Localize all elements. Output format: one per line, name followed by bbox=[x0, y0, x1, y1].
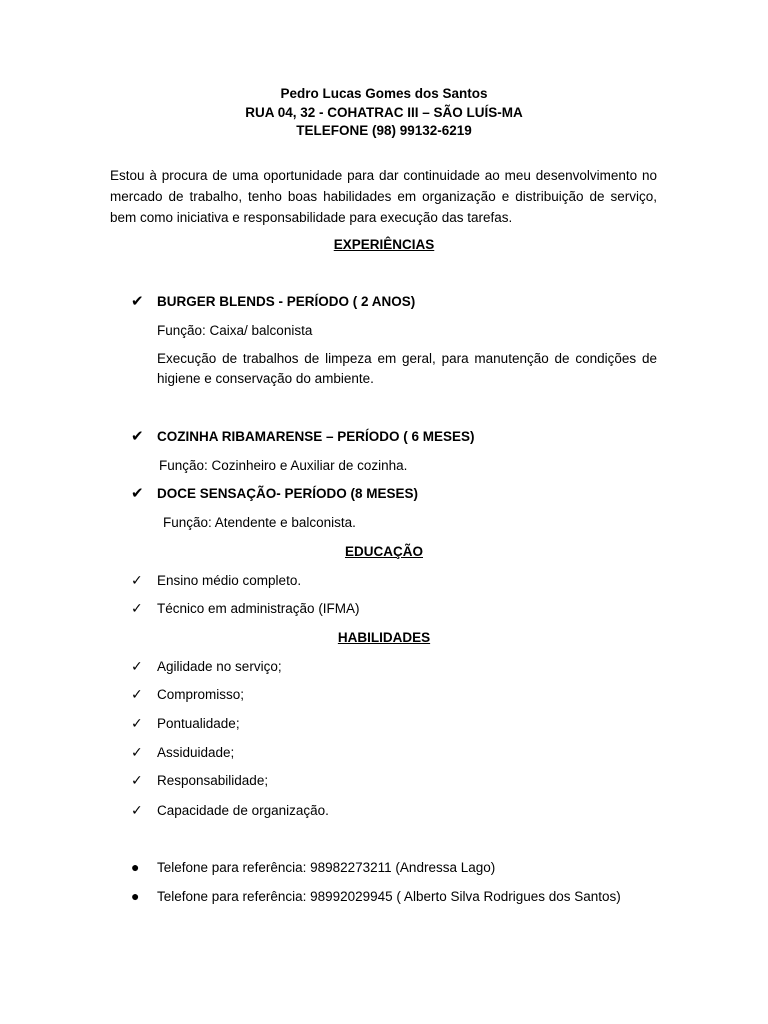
bullet-icon: ● bbox=[131, 888, 140, 904]
experience-2-role: Função: Cozinheiro e Auxiliar de cozinha. bbox=[159, 458, 408, 473]
check-icon: ✓ bbox=[131, 658, 143, 674]
experience-1-role: Função: Caixa/ balconista bbox=[157, 323, 313, 338]
reference-item: Telefone para referência: 98982273211 (Andressa Lago) bbox=[157, 860, 496, 875]
skill-item: Responsabilidade; bbox=[157, 773, 269, 788]
check-icon: ✓ bbox=[131, 686, 143, 702]
intro-paragraph: Estou à procura de uma oportunidade para dar continuidade ao meu desenvolvimento no mercado de trabalho, tenho boas habilidades em organização e distribuição de serviço, bem como iniciativa e responsabilidade para execução das tarefas. bbox=[110, 168, 657, 225]
skills-title: HABILIDADES bbox=[337, 630, 431, 645]
experiences-title: EXPERIÊNCIAS bbox=[333, 237, 435, 252]
check-icon: ✓ bbox=[131, 600, 143, 616]
education-item: Técnico em administração (IFMA) bbox=[157, 601, 360, 616]
experience-2-heading: COZINHA RIBAMARENSE – PERÍODO ( 6 MESES) bbox=[157, 429, 475, 444]
check-icon: ✓ bbox=[131, 715, 143, 731]
check-icon: ✔ bbox=[131, 293, 144, 310]
skill-item: Pontualidade; bbox=[157, 716, 240, 731]
resume-address: RUA 04, 32 - COHATRAC III – SÃO LUÍS-MA bbox=[245, 105, 523, 120]
skill-item: Capacidade de organização. bbox=[157, 803, 329, 818]
experience-1-heading: BURGER BLENDS - PERÍODO ( 2 ANOS) bbox=[157, 294, 416, 309]
skill-item: Agilidade no serviço; bbox=[157, 659, 282, 674]
check-icon: ✔ bbox=[131, 428, 144, 445]
resume-name: Pedro Lucas Gomes dos Santos bbox=[280, 86, 488, 101]
check-icon: ✓ bbox=[131, 802, 143, 818]
resume-phone: TELEFONE (98) 99132-6219 bbox=[296, 123, 472, 138]
check-icon: ✓ bbox=[131, 772, 143, 788]
skill-item: Compromisso; bbox=[157, 687, 245, 702]
experience-1-description: Execução de trabalhos de limpeza em geral, para manutenção de condições de higiene e conservação do ambiente. bbox=[157, 351, 657, 386]
check-icon: ✓ bbox=[131, 744, 143, 760]
check-icon: ✔ bbox=[131, 485, 144, 502]
skill-item: Assiduidade; bbox=[157, 745, 235, 760]
education-item: Ensino médio completo. bbox=[157, 573, 302, 588]
bullet-icon: ● bbox=[131, 859, 140, 875]
education-title: EDUCAÇÃO bbox=[344, 544, 423, 559]
reference-item: Telefone para referência: 98992029945 ( Alberto Silva Rodrigues dos Santos) bbox=[157, 889, 621, 904]
check-icon: ✓ bbox=[131, 572, 143, 588]
experience-3-role: Função: Atendente e balconista. bbox=[163, 515, 356, 530]
experience-3-heading: DOCE SENSAÇÃO- PERÍODO (8 MESES) bbox=[157, 486, 419, 501]
